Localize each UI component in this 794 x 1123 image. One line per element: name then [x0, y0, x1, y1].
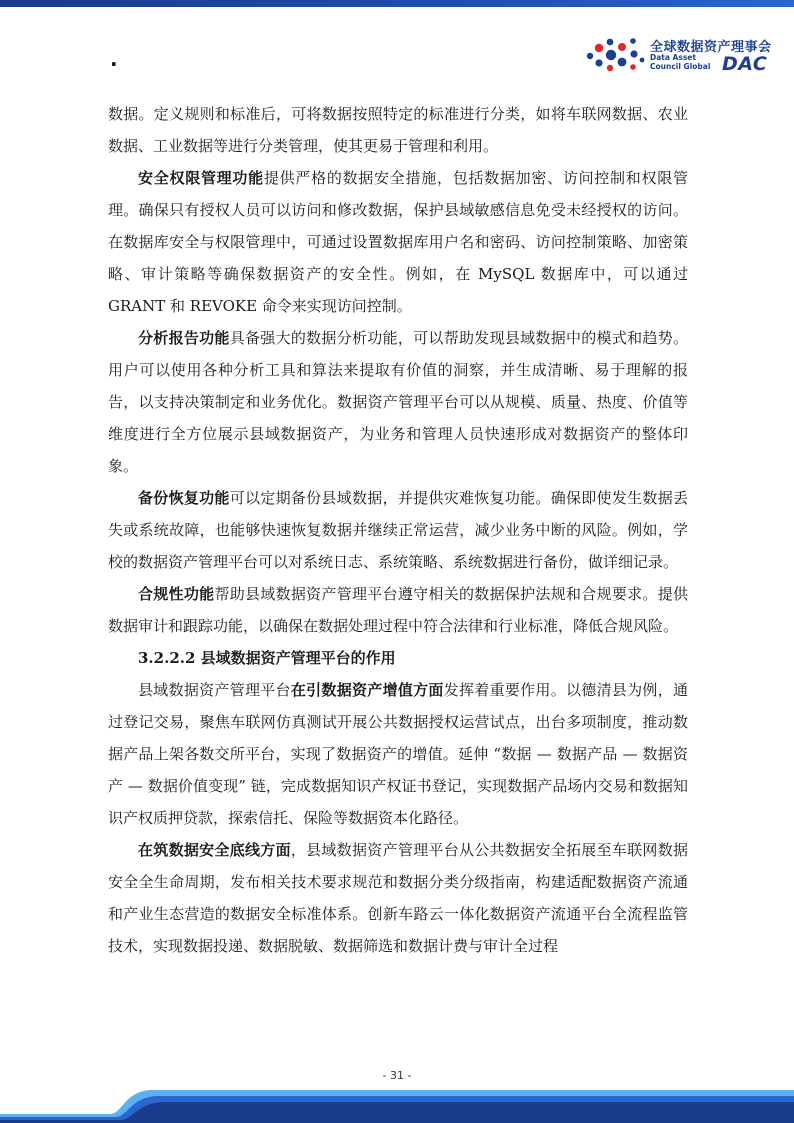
- document-body: [108, 98, 688, 962]
- paragraph-analysis: 分析报告功能具备强大的数据分析功能，可以帮助发现县域数据中的模式和趋势。用户可以使用各种分析工具和算法来提取有价值的洞察，并生成清晰、易于理解的报告，以支持决策制定和业务优化。数据资产管理平台可以从规模、质量、热度、价值等维度进行全方位展示县域数据资产，为业务和管理人员快速形成对数据资产的整体印象。: [108, 329, 688, 475]
- term-analysis: 分析报告功能: [138, 329, 230, 347]
- term-security-baseline: 在筑数据安全底线方面: [138, 841, 291, 859]
- footer-wave-band: [0, 1080, 794, 1123]
- term-value-added: 在引数据资产增值方面: [290, 681, 444, 699]
- logo-chinese-name: 全球数据资产理事会: [650, 40, 772, 55]
- term-backup: 备份恢复功能: [138, 489, 230, 507]
- header-dot: ·: [110, 52, 118, 76]
- paragraph-security-baseline: 在筑数据安全底线方面，县域数据资产管理平台从公共数据安全拓展至车联网数据安全全生命周期，发布相关技术要求规范和数据分类分级指南，构建适配数据资产流通和产业生态营造的数据安全标准体系。创新车路云一体化数据资产流通平台全流程监管技术，实现数据投递、数据脱敏、数据筛选和数据计费与审计全过程: [108, 841, 688, 955]
- logo-dots-icon: [584, 36, 646, 74]
- paragraph-compliance: 合规性功能帮助县域数据资产管理平台遵守相关的数据保护法规和合规要求。提供数据审计和跟踪功能，以确保在数据处理过程中符合法律和行业标准，降低合规风险。: [108, 585, 688, 635]
- paragraph-backup: 备份恢复功能可以定期备份县域数据，并提供灾难恢复功能。确保即使发生数据丢失或系统故障，也能够快速恢复数据并继续正常运营，减少业务中断的风险。例如，学校的数据资产管理平台可以对系统日志、系统策略、系统数据进行备份，做详细记录。: [108, 489, 688, 571]
- logo-english-name: Data Asset Council Global: [650, 53, 711, 71]
- top-accent-bar: [0, 0, 794, 7]
- section-heading: 3.2.2.2 县域数据资产管理平台的作用: [138, 649, 396, 667]
- dac-logo: [584, 36, 784, 76]
- paragraph-value-added: 县域数据资产管理平台在引数据资产增值方面发挥着重要作用。以德清县为例，通过登记交易，聚焦车联网仿真测试开展公共数据授权运营试点，出台多项制度，推动数据产品上架各数交所平台，实现了数据资产的增值。延伸 “数据 — 数据产品 — 数据资产 — 数据价值变现” 链，完成数据知识产权证书登记，实现数据产品场内交易和数据知识产权质押贷款，探索信托、保险等数据资本化路径。: [108, 681, 688, 827]
- page-number: - 31 -: [382, 1069, 412, 1082]
- paragraph-security: 安全权限管理功能提供严格的数据安全措施，包括数据加密、访问控制和权限管理。确保只有授权人员可以访问和修改数据，保护县域敏感信息免受未经授权的访问。在数据库安全与权限管理中，可通过设置数据库用户名和密码、访问控制策略、加密策略、审计策略等确保数据资产的安全性。例如，在 MySQL 数据库中，可以通过 GRANT 和 REVOKE 命令来实现访问控制。: [108, 169, 688, 315]
- term-compliance: 合规性功能: [138, 585, 215, 603]
- logo-abbreviation: DAC: [722, 53, 768, 75]
- paragraph-classification: 数据。定义规则和标准后，可将数据按照特定的标准进行分类，如将车联网数据、农业数据、工业数据等进行分类管理，使其更易于管理和利用。: [108, 105, 688, 155]
- term-security: 安全权限管理功能: [138, 169, 264, 187]
